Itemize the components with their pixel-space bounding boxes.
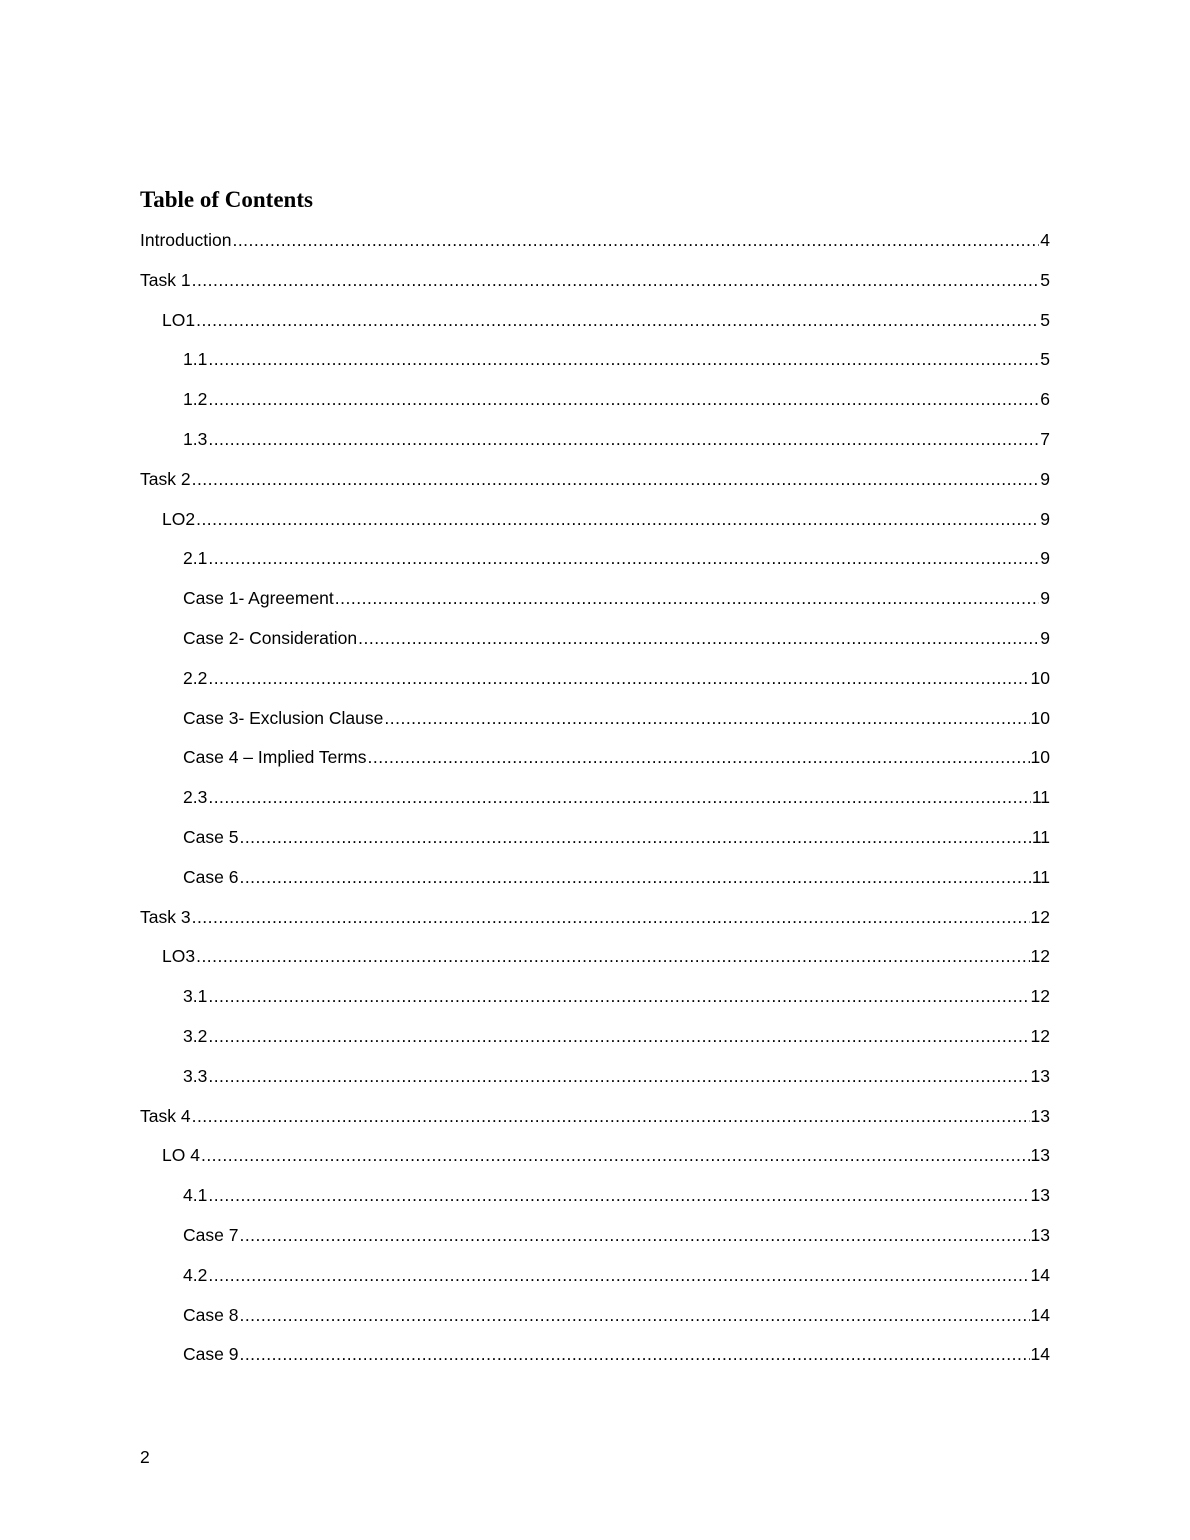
toc-entry-label: Task 3 bbox=[140, 906, 191, 927]
toc-entry-page-number: 14 bbox=[1030, 1344, 1050, 1365]
toc-dot-leader bbox=[239, 1343, 1029, 1365]
toc-entry-label: 3.3 bbox=[183, 1065, 208, 1086]
toc-entry[interactable] bbox=[140, 1025, 1050, 1065]
toc-entry-label: Case 9 bbox=[183, 1344, 239, 1365]
toc-dot-leader bbox=[192, 1105, 1030, 1127]
toc-entry-label: Task 1 bbox=[140, 269, 191, 290]
toc-entry-label: Task 2 bbox=[140, 468, 191, 489]
toc-entry-label: 4.1 bbox=[183, 1185, 208, 1206]
toc-entry-page-number: 9 bbox=[1040, 588, 1050, 609]
toc-entry-page-number: 10 bbox=[1030, 667, 1050, 688]
toc-entry-page-number: 5 bbox=[1040, 349, 1050, 370]
toc-list bbox=[140, 229, 1050, 1383]
toc-entry-page-number: 14 bbox=[1030, 1264, 1050, 1285]
toc-entry[interactable] bbox=[140, 1065, 1050, 1105]
toc-dot-leader bbox=[192, 906, 1030, 928]
toc-entry[interactable] bbox=[140, 229, 1050, 269]
toc-entry[interactable] bbox=[140, 826, 1050, 866]
toc-entry-label: Introduction bbox=[140, 230, 232, 250]
toc-dot-leader bbox=[208, 1025, 1029, 1047]
toc-entry-page-number: 11 bbox=[1031, 826, 1050, 847]
toc-entry-page-number: 5 bbox=[1040, 269, 1050, 290]
toc-dot-leader bbox=[358, 627, 1039, 649]
toc-dot-leader bbox=[208, 1264, 1029, 1286]
toc-entry[interactable] bbox=[140, 348, 1050, 388]
toc-dot-leader bbox=[384, 707, 1029, 729]
toc-entry[interactable] bbox=[140, 627, 1050, 667]
toc-entry-page-number: 5 bbox=[1040, 309, 1050, 330]
toc-entry-label: 1.2 bbox=[183, 389, 208, 410]
toc-entry-page-number: 9 bbox=[1040, 548, 1050, 569]
toc-entry-label: 3.1 bbox=[183, 986, 208, 1007]
toc-entry-label: 3.2 bbox=[183, 1025, 208, 1046]
toc-dot-leader bbox=[208, 985, 1029, 1007]
toc-entry-page-number: 13 bbox=[1030, 1185, 1050, 1206]
toc-entry[interactable] bbox=[140, 587, 1050, 627]
toc-entry[interactable] bbox=[140, 866, 1050, 906]
toc-entry[interactable] bbox=[140, 667, 1050, 707]
toc-entry[interactable] bbox=[140, 1343, 1050, 1383]
toc-entry-label: LO 4 bbox=[162, 1145, 200, 1166]
toc-entry-page-number: 13 bbox=[1030, 1065, 1050, 1086]
toc-entry[interactable] bbox=[140, 906, 1050, 946]
toc-entry-page-number: 9 bbox=[1040, 468, 1050, 489]
toc-entry[interactable] bbox=[140, 985, 1050, 1025]
toc-entry-label: Case 8 bbox=[183, 1304, 239, 1325]
toc-entry-page-number: 13 bbox=[1030, 1105, 1050, 1126]
toc-entry-label: 1.1 bbox=[183, 349, 208, 370]
toc-dot-leader bbox=[208, 348, 1039, 370]
toc-entry[interactable] bbox=[140, 388, 1050, 428]
page-number: 2 bbox=[140, 1447, 150, 1467]
toc-dot-leader bbox=[208, 1065, 1029, 1087]
toc-dot-leader bbox=[208, 667, 1029, 689]
toc-entry-page-number: 11 bbox=[1031, 787, 1050, 808]
toc-entry-label: Task 4 bbox=[140, 1105, 191, 1126]
toc-dot-leader bbox=[196, 309, 1039, 331]
toc-dot-leader bbox=[239, 1224, 1029, 1246]
toc-dot-leader bbox=[239, 1304, 1029, 1326]
toc-entry[interactable] bbox=[140, 1144, 1050, 1184]
toc-entry-page-number: 7 bbox=[1040, 428, 1050, 449]
toc-entry-label: Case 3- Exclusion Clause bbox=[183, 707, 384, 728]
toc-entry[interactable] bbox=[140, 1264, 1050, 1304]
toc-entry-label: Case 4 – Implied Terms bbox=[183, 747, 367, 768]
toc-entry-page-number: 12 bbox=[1030, 1025, 1050, 1046]
toc-entry-page-number: 12 bbox=[1030, 986, 1050, 1007]
toc-dot-leader bbox=[335, 587, 1039, 609]
toc-entry-label: Case 5 bbox=[183, 826, 239, 847]
toc-entry-label: 1.3 bbox=[183, 428, 208, 449]
toc-entry[interactable] bbox=[140, 547, 1050, 587]
toc-entry-page-number: 11 bbox=[1031, 866, 1050, 887]
toc-entry[interactable] bbox=[140, 1224, 1050, 1264]
toc-entry-page-number: 10 bbox=[1030, 707, 1050, 728]
toc-entry-label: 2.1 bbox=[183, 548, 208, 569]
toc-dot-leader bbox=[208, 428, 1039, 450]
toc-entry-page-number: 9 bbox=[1040, 627, 1050, 648]
toc-entry-page-number: 12 bbox=[1030, 946, 1050, 967]
toc-dot-leader bbox=[208, 547, 1039, 569]
toc-entry[interactable] bbox=[140, 1184, 1050, 1224]
toc-dot-leader bbox=[201, 1144, 1030, 1166]
toc-heading: Table of Contents bbox=[140, 187, 313, 212]
toc-entry-label: LO2 bbox=[162, 508, 196, 529]
toc-entry[interactable] bbox=[140, 309, 1050, 349]
toc-entry[interactable] bbox=[140, 508, 1050, 548]
toc-entry[interactable] bbox=[140, 1304, 1050, 1344]
toc-entry-page-number: 13 bbox=[1030, 1224, 1050, 1245]
toc-entry[interactable] bbox=[140, 1105, 1050, 1145]
toc-entry-page-number: 6 bbox=[1040, 389, 1050, 410]
toc-entry[interactable] bbox=[140, 428, 1050, 468]
toc-entry-label: Case 7 bbox=[183, 1224, 239, 1245]
toc-entry-page-number: 13 bbox=[1030, 1145, 1050, 1166]
toc-entry[interactable] bbox=[140, 786, 1050, 826]
toc-dot-leader bbox=[208, 388, 1039, 410]
toc-entry-label: 4.2 bbox=[183, 1264, 208, 1285]
toc-entry-label: Case 1- Agreement bbox=[183, 588, 334, 609]
toc-entry-page-number: 4 bbox=[1040, 230, 1050, 250]
toc-entry[interactable] bbox=[140, 945, 1050, 985]
toc-entry-label: 2.3 bbox=[183, 787, 208, 808]
toc-entry[interactable] bbox=[140, 468, 1050, 508]
toc-entry[interactable] bbox=[140, 269, 1050, 309]
toc-entry-label: 2.2 bbox=[183, 667, 208, 688]
toc-entry-page-number: 14 bbox=[1030, 1304, 1050, 1325]
toc-entry-label: LO1 bbox=[162, 309, 196, 330]
toc-entry-label: LO3 bbox=[162, 946, 196, 967]
toc-entry[interactable] bbox=[140, 746, 1050, 786]
toc-dot-leader bbox=[208, 786, 1031, 808]
toc-dot-leader bbox=[232, 229, 1039, 251]
toc-dot-leader bbox=[196, 945, 1029, 967]
toc-entry-page-number: 10 bbox=[1030, 747, 1050, 768]
toc-dot-leader bbox=[196, 508, 1039, 530]
toc-dot-leader bbox=[368, 746, 1030, 768]
toc-dot-leader bbox=[239, 866, 1030, 888]
toc-entry[interactable] bbox=[140, 707, 1050, 747]
toc-dot-leader bbox=[192, 269, 1040, 291]
toc-entry-page-number: 9 bbox=[1040, 508, 1050, 529]
toc-dot-leader bbox=[192, 468, 1040, 490]
toc-entry-label: Case 6 bbox=[183, 866, 239, 887]
toc-dot-leader bbox=[208, 1184, 1029, 1206]
toc-dot-leader bbox=[239, 826, 1030, 848]
toc-entry-label: Case 2- Consideration bbox=[183, 627, 358, 648]
toc-entry-page-number: 12 bbox=[1030, 906, 1050, 927]
